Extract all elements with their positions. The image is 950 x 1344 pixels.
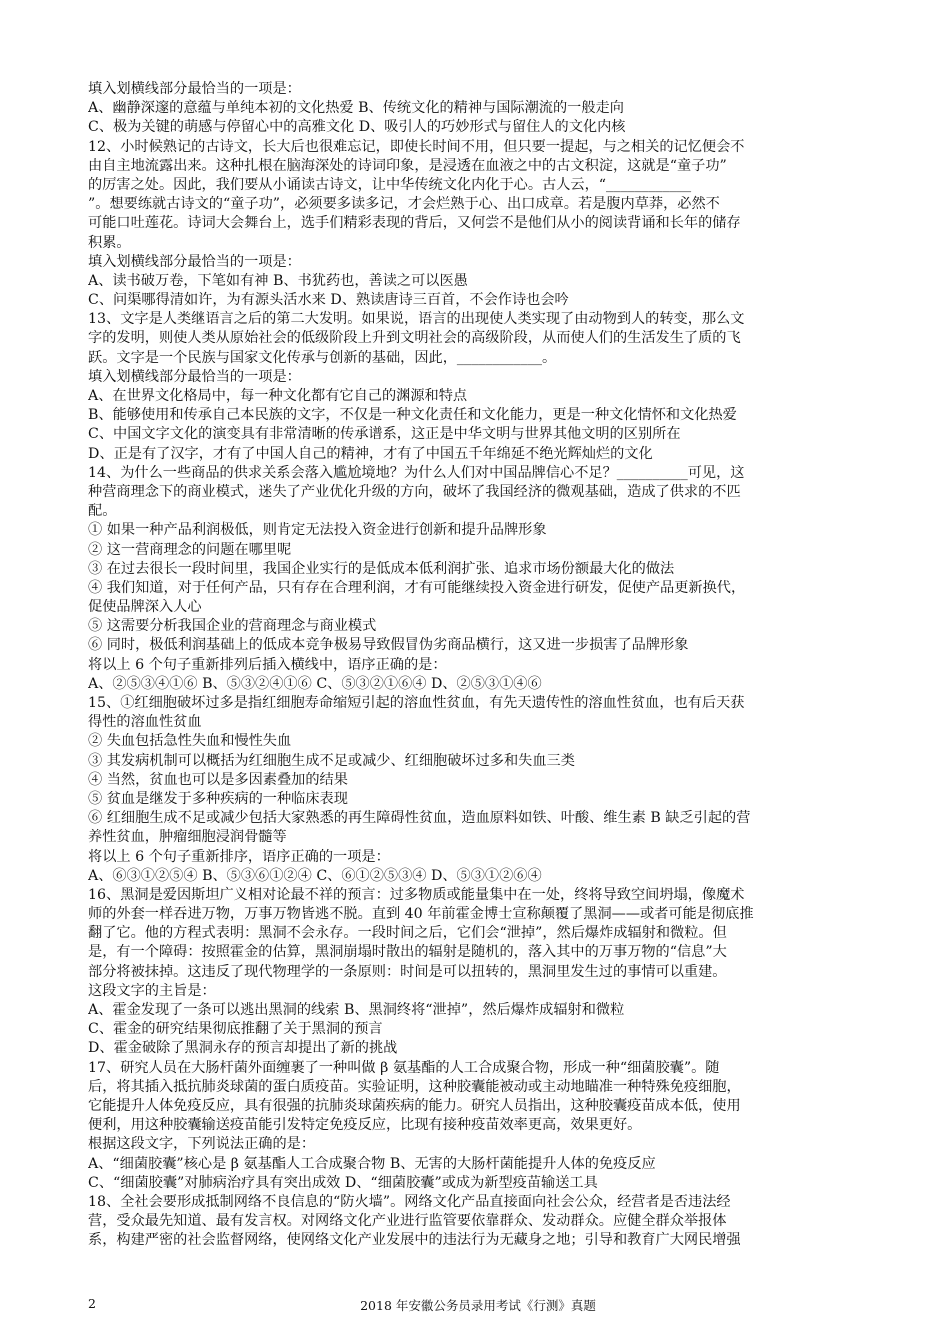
text-line: A、霍金发现了一条可以逃出黑洞的线索 B、黑洞终将“泄掉”，然后爆炸成辐射和微粒 [88, 1002, 625, 1018]
footer-title: 2018 年安徽公务员录用考试《行测》真题 [360, 1298, 596, 1313]
text-line: 养性贫血，肿瘤细胞浸润骨髓等 [88, 829, 287, 846]
text-line: ④ 我们知道，对于任何产品，只有存在合理利润，才有可能继续投入资金进行研发，促使产品更新换代， [88, 579, 746, 596]
text-line: D、正是有了汉字，才有了中国人自己的精神，才有了中国五千年绵延不绝光辉灿烂的文化 [88, 445, 653, 462]
text-line: 系，构建严密的社会监督网络，使网络文化产业发展中的违法行为无藏身之地；引导和教育广大网民增强 [88, 1232, 741, 1249]
text-line: 积累。 [88, 234, 131, 251]
document-body [88, 80, 868, 1250]
text-line: A、“细菌胶囊”核心是 β 氨基酯人工合成聚合物 B、无害的大肠杆菌能提升人体的免疫反应 [88, 1155, 656, 1172]
text-line: ⑥ 红细胞生成不足或减少包括大家熟悉的再生障碍性贫血，造血原料如铁、叶酸、维生素 B 缺乏引起的营 [88, 810, 751, 827]
text-line: D、霍金破除了黑洞永存的预言却提出了新的挑战 [88, 1040, 398, 1057]
text-line: 18、全社会要形成抵制网络不良信息的“防火墙”。网络文化产品直接面向社会公众，经营者是否违法经 [88, 1193, 731, 1210]
text-line: 14、为什么一些商品的供求关系会落入尴尬境地？为什么人们对中国品牌信心不足？__________可见，这 [88, 464, 745, 481]
text-line: C、极为关键的萌感与停留心中的高雅文化 D、吸引人的巧妙形式与留住人的文化内核 [88, 119, 626, 136]
text-line: A、幽静深邃的意蕴与单纯本初的文化热爱 B、传统文化的精神与国际潮流的一般走向 [88, 100, 624, 117]
text-line: 根据这段文字，下列说法正确的是： [88, 1136, 316, 1153]
text-line: 16、黑洞是爱因斯坦广义相对论最不祥的预言：过多物质或能量集中在一处，终将导致空间坍塌，像魔术 [88, 886, 745, 903]
text-line: 种营商理念下的商业模式，迷失了产业优化升级的方向，破坏了我国经济的微观基础，造成了供求的不匹 [88, 483, 741, 500]
text-line: 便利，用这种胶囊输送疫苗能引发特定免疫反应，比现有接种疫苗效率更高，效果更好。 [88, 1117, 642, 1134]
text-line: C、问渠哪得清如许，为有源头活水来 D、熟读唐诗三百首，不会作诗也会吟 [88, 292, 569, 309]
text-line: ⑤ 这需要分析我国企业的营商理念与商业模式 [88, 618, 377, 635]
text-line: 将以上 6 个句子重新排序，语序正确的一项是： [88, 848, 390, 865]
text-line: A、读书破万卷，下笔如有神 B、书犹药也，善读之可以医愚 [88, 272, 468, 289]
text-line: 可能口吐莲花。诗词大会舞台上，选手们精彩表现的背后，又何尝不是他们从小的阅读背诵和长年的储存 [88, 215, 741, 232]
text-line: A、在世界文化格局中，每一种文化都有它自己的渊源和特点 [88, 388, 468, 404]
text-line: 填入划横线部分最恰当的一项是： [88, 368, 301, 385]
text-line: 13、文字是人类继语言之后的第二大发明。如果说，语言的出现使人类实现了由动物到人的转变，那么文 [88, 311, 745, 328]
text-line: 后，将其插入抵抗肺炎球菌的蛋白质疫苗。实验证明，这种胶囊能被动或主动地瞄准一种特殊免疫细胞， [88, 1078, 741, 1095]
page-footer [88, 1296, 868, 1314]
text-line: A、②⑤③④①⑥ B、⑤③②④①⑥ C、⑤③②①⑥④ D、②⑤③①④⑥ [88, 675, 542, 692]
text-line: 师的外套一样吞进万物，万事万物皆逃不脱。直到 40 年前霍金博士宣称颠覆了黑洞——或者可能是彻底推 [88, 906, 754, 923]
text-line: 12、小时候熟记的古诗文，长大后也很难忘记，即使长时间不用，但只要一提起，与之相关的记忆便会不 [88, 138, 745, 155]
text-line: 翻了它。他的方程式表明：黑洞不会永存。一段时间之后，它们会“泄掉”，然后爆炸成辐射和微粒。但 [88, 925, 727, 942]
text-line: ① 如果一种产品利润极低，则肯定无法投入资金进行创新和提升品牌形象 [88, 522, 547, 539]
text-line: ”。想要练就古诗文的“童子功”，必须要多读多记，才会烂熟于心、出口成章。若是腹内草莽，必然不 [88, 196, 720, 213]
text-line: 这段文字的主旨是： [88, 982, 216, 999]
text-line: 是，有一个障碍：按照霍金的估算，黑洞崩塌时散出的辐射是随机的，落入其中的万事万物的“信息”大 [88, 944, 727, 961]
text-line: 跃。文字是一个民族与国家文化传承与创新的基础，因此，____________。 [88, 349, 557, 366]
text-line: A、⑥③①②⑤④ B、⑤③⑥①②④ C、⑥①②⑤③④ D、⑤③①②⑥④ [88, 867, 542, 884]
text-line: ④ 当然，贫血也可以是多因素叠加的结果 [88, 771, 348, 788]
text-line: 配。 [88, 503, 117, 520]
text-line: ② 失血包括急性失血和慢性失血 [88, 733, 292, 750]
text-line: ② 这一营商理念的问题在哪里呢 [88, 541, 292, 558]
text-line: C、霍金的研究结果彻底推翻了关于黑洞的预言 [88, 1021, 383, 1038]
text-line: 得性的溶血性贫血 [88, 714, 202, 731]
text-line: ③ 其发病机制可以概括为红细胞生成不足或减少、红细胞破坏过多和失血三类 [88, 752, 575, 769]
text-line: C、“细菌胶囊”对肺病治疗具有突出成效 D、“细菌胶囊”或成为新型疫苗输送工具 [88, 1174, 598, 1191]
text-line: 部分将被抹掉。这违反了现代物理学的一条原则：时间是可以扭转的，黑洞里发生过的事情可以重建。 [88, 963, 727, 980]
text-line: 它能提升人体免疫反应，具有很强的抗肺炎球菌疾病的能力。研究人员指出，这种胶囊疫苗成本低，使用 [88, 1097, 741, 1114]
text-line: ⑤ 贫血是继发于多种疾病的一种临床表现 [88, 790, 348, 807]
text-line: B、能够使用和传承自己本民族的文字，不仅是一种文化责任和文化能力，更是一种文化情怀和文化热爱 [88, 407, 737, 424]
text-line: 填入划横线部分最恰当的一项是： [88, 253, 301, 270]
text-line: 营，受众最先知道、最有发言权。对网络文化产业进行监管要依靠群众、发动群众。应健全群众举报体 [88, 1213, 727, 1230]
text-line: C、中国文字文化的演变具有非常清晰的传承谱系，这正是中华文明与世界其他文明的区别所在 [88, 426, 681, 443]
text-line: 促使品牌深入人心 [88, 599, 202, 616]
text-line: 将以上 6 个句子重新排列后插入横线中，语序正确的是： [88, 656, 447, 673]
text-line: ③ 在过去很长一段时间里，我国企业实行的是低成本低利润扩张、追求市场份额最大化的做法 [88, 560, 675, 577]
text-line: 17、研究人员在大肠杆菌外面缠裹了一种叫做 β 氨基酯的人工合成聚合物，形成一种“细菌胶囊”。随 [88, 1059, 720, 1076]
text-line: 的厉害之处。因此，我们要从小诵读古诗文，让中华传统文化内化于心。古人云，“____________ [88, 176, 692, 193]
text-line: 字的发明，则使人类从原始社会的低级阶段上升到文明社会的高级阶段，从而使人们的生活发生了质的飞 [88, 330, 741, 347]
text-line: 由自主地流露出来。这种扎根在脑海深处的诗词印象，是浸透在血液之中的古文积淀，这就是“童子功” [88, 157, 727, 174]
page-number: 2 [88, 1296, 96, 1311]
text-line: 填入划横线部分最恰当的一项是： [88, 81, 301, 97]
text-line: ⑥ 同时，极低利润基础上的低成本竞争极易导致假冒伪劣商品横行，这又进一步损害了品牌形象 [88, 637, 689, 654]
text-line: 15、①红细胞破坏过多是指红细胞寿命缩短引起的溶血性贫血，有先天遗传性的溶血性贫血，也有后天获 [88, 695, 745, 711]
